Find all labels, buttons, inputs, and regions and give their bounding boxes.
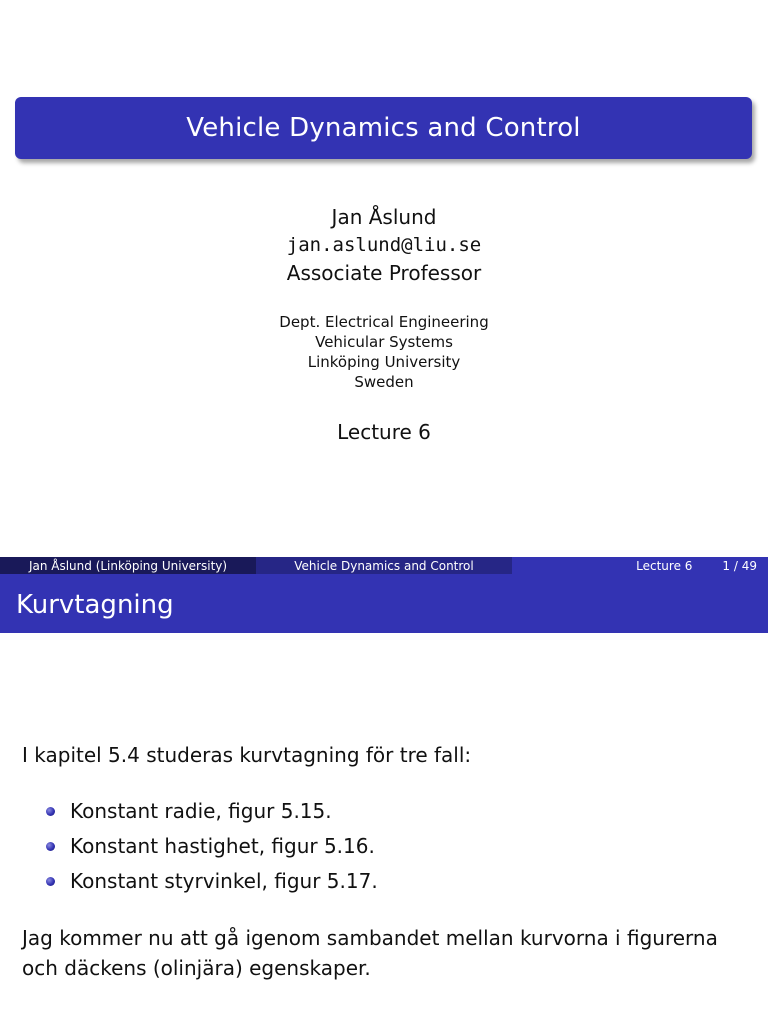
affiliation-country: Sweden bbox=[354, 373, 414, 391]
bullet-icon bbox=[46, 877, 55, 886]
outro-text: Jag kommer nu att gå igenom sambandet mellan kurvorna i figurerna och däckens (olinjära) egenskaper. bbox=[22, 926, 718, 980]
bullet-icon bbox=[46, 842, 55, 851]
author-email: jan.aslund@liu.se bbox=[286, 234, 482, 256]
slide-body bbox=[0, 633, 768, 1024]
affiliation-division: Vehicular Systems bbox=[315, 333, 453, 351]
footer-right bbox=[512, 557, 768, 574]
author-name: Jan Åslund bbox=[331, 205, 437, 229]
bullet-text: Konstant radie, figur 5.15. bbox=[70, 799, 332, 823]
bullet-icon bbox=[46, 807, 55, 816]
frame-title-bar bbox=[0, 574, 768, 633]
bullet-text: Konstant styrvinkel, figur 5.17. bbox=[70, 869, 378, 893]
footer-bar bbox=[0, 557, 768, 574]
bullet-text: Konstant hastighet, figur 5.16. bbox=[70, 834, 375, 858]
intro-text: I kapitel 5.4 studeras kurvtagning för tre fall: bbox=[22, 743, 472, 767]
affiliation-block bbox=[0, 312, 768, 392]
footer-page-number: 1 / 49 bbox=[722, 558, 757, 573]
list-item bbox=[46, 869, 378, 904]
author-block bbox=[0, 203, 768, 287]
lecture-label: Lecture 6 bbox=[337, 420, 431, 444]
author-position: Associate Professor bbox=[286, 261, 482, 285]
frame-title: Kurvtagning bbox=[16, 590, 174, 620]
list-item bbox=[46, 799, 378, 834]
title-box bbox=[15, 97, 752, 159]
presentation-title: Vehicle Dynamics and Control bbox=[186, 113, 581, 143]
footer-author: Jan Åslund (Linköping University) bbox=[0, 557, 256, 574]
footer-lecture: Lecture 6 bbox=[636, 558, 693, 573]
footer-title: Vehicle Dynamics and Control bbox=[256, 557, 512, 574]
affiliation-department: Dept. Electrical Engineering bbox=[279, 313, 489, 331]
bullet-list bbox=[46, 799, 378, 904]
affiliation-university: Linköping University bbox=[307, 353, 461, 371]
list-item bbox=[46, 834, 378, 869]
